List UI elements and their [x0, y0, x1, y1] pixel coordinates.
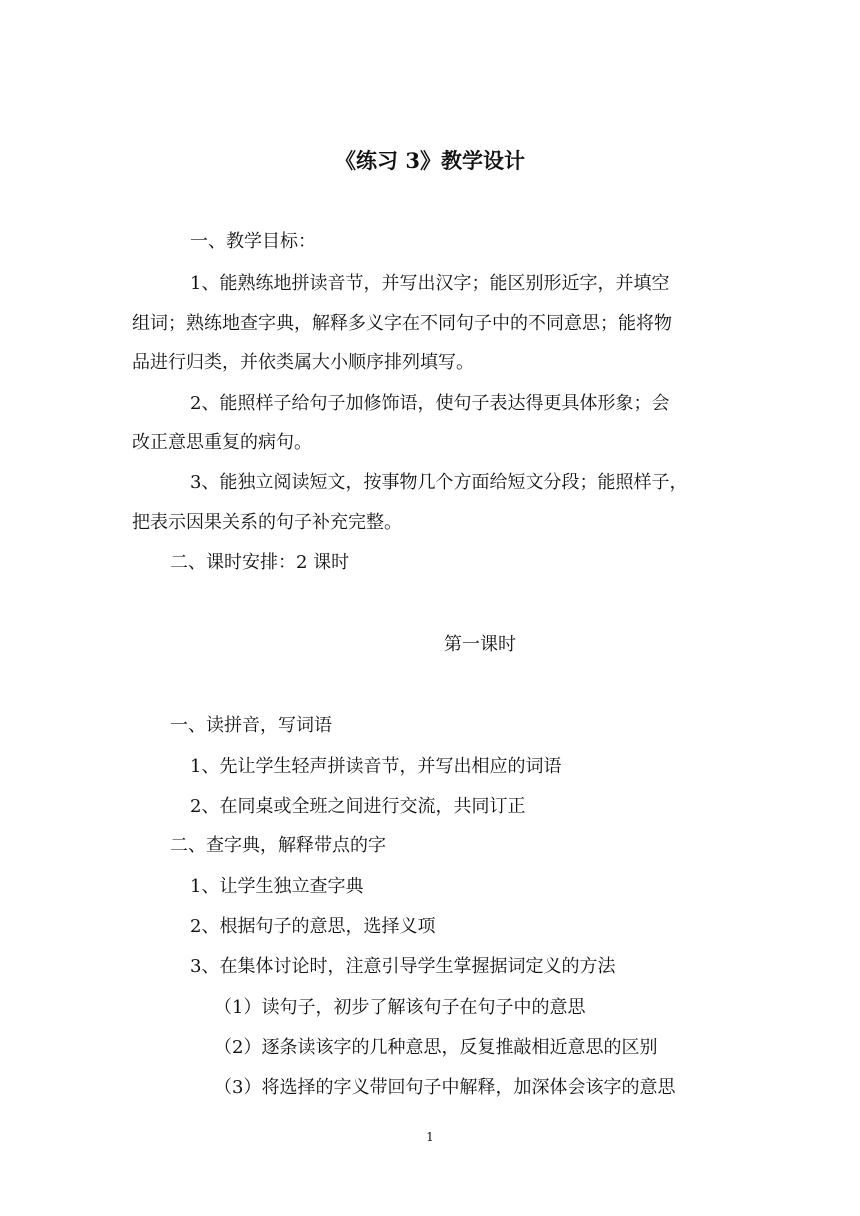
part-2-sub-2: （2）逐条读该字的几种意思，反复推敲相近意思的区别 — [214, 1037, 658, 1058]
part-1-item-2: 2、在同桌或全班之间进行交流，共同订正 — [190, 796, 526, 817]
part-2-item-2: 2、根据句子的意思，选择义项 — [190, 916, 436, 937]
section-schedule: 二、课时安排：2 课时 — [170, 552, 350, 573]
part-2-sub-3: （3）将选择的字义带回句子中解释，加深体会该字的意思 — [214, 1077, 676, 1098]
part-2-heading: 二、查字典，解释带点的字 — [170, 835, 386, 856]
part-2-item-1: 1、让学生独立查字典 — [190, 876, 364, 897]
goal-3-line-2: 把表示因果关系的句子补充完整。 — [132, 512, 402, 533]
page-number: 1 — [426, 1130, 434, 1144]
part-1-heading: 一、读拼音，写词语 — [170, 715, 332, 736]
goal-1-line-3: 品进行归类，并依类属大小顺序排列填写。 — [132, 352, 474, 373]
part-2-item-3: 3、在集体讨论时，注意引导学生掌握据词定义的方法 — [190, 956, 616, 977]
document-title: 《练习 3》教学设计 — [335, 148, 525, 173]
goal-2-line-2: 改正意思重复的病句。 — [132, 432, 312, 453]
goal-3-line-1: 3、能独立阅读短文，按事物几个方面给短文分段；能照样子， — [190, 472, 688, 493]
section-goals-heading: 一、教学目标： — [190, 231, 316, 252]
goal-2-line-1: 2、能照样子给句子加修饰语，使句子表达得更具体形象；会 — [190, 393, 670, 414]
goal-1-line-2: 组词；熟练地查字典，解释多义字在不同句子中的不同意思；能将物 — [132, 313, 672, 334]
part-1-item-1: 1、先让学生轻声拼读音节，并写出相应的词语 — [190, 756, 562, 777]
part-2-sub-1: （1）读句子，初步了解该句子在句子中的意思 — [214, 997, 586, 1018]
lesson-heading: 第一课时 — [444, 634, 516, 655]
goal-1-line-1: 1、能熟练地拼读音节，并写出汉字；能区别形近字，并填空 — [190, 273, 670, 294]
